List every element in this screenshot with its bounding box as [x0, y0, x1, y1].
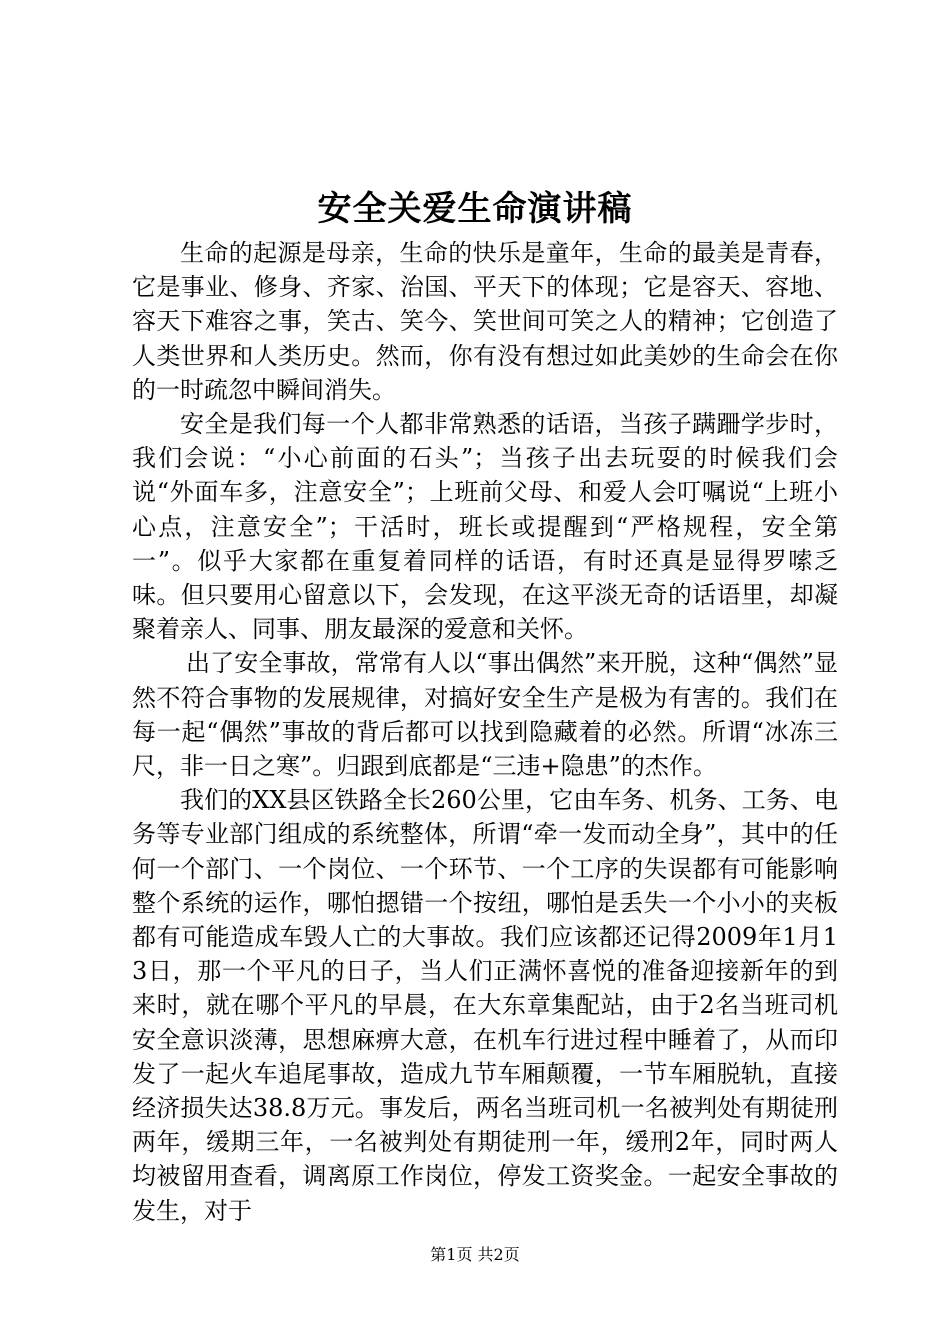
document-body: [132, 236, 838, 1228]
paragraph-4: 我们的XX县区铁路全长260公里，它由车务、机务、工务、电务等专业部门组成的系统整体，所谓“牵一发而动全身”，其中的任何一个部门、一个岗位、一个环节、一个工序的失误都有可能影响整个系统的运作，哪怕摁错一个按纽，哪怕是丢失一个小小的夹板都有可能造成车毁人亡的大事故。我们应该都还记得2009年1月13日，那一个平凡的日子，当人们正满怀喜悦的准备迎接新年的到来时，就在哪个平凡的早晨，在大东章集配站，由于2名当班司机安全意识淡薄，思想麻痹大意，在机车行进过程中睡着了，从而印发了一起火车追尾事故，造成九节车厢颠覆，一节车厢脱轨，直接经济损失达38.8万元。事发后，两名当班司机一名被判处有期徒刑两年，缓期三年，一名被判处有期徒刑一年，缓刑2年，同时两人均被留用查看，调离原工作岗位，停发工资奖金。一起安全事故的发生，对于: [132, 786, 838, 1225]
page-number-footer: 第1页 共2页: [430, 1245, 520, 1264]
paragraph-1: 生命的起源是母亲，生命的快乐是童年，生命的最美是青春，它是事业、修身、齐家、治国、平天下的体现；它是容天、容地、容天下难容之事，笑古、笑今、笑世间可笑之人的精神；它创造了人类世界和人类历史。然而，你有没有想过如此美妙的生命会在你的一时疏忽中瞬间消失。: [132, 239, 838, 404]
document-title: 安全关爱生命演讲稿: [317, 189, 633, 229]
paragraph-2: 安全是我们每一个人都非常熟悉的话语，当孩子蹒跚学步时，我们会说：“小心前面的石头”；当孩子出去玩耍的时候我们会说“外面车多，注意安全”；上班前父母、和爱人会叮嘱说“上班小心点，注意安全”；干活时，班长或提醒到“严格规程，安全第一”。似乎大家都在重复着同样的话语，有时还真是显得罗嗦乏味。但只要用心留意以下，会发现，在这平淡无奇的话语里，却凝聚着亲人、同事、朋友最深的爱意和关怀。: [132, 410, 838, 644]
paragraph-3: 出了安全事故，常常有人以“事出偶然”来开脱，这种“偶然”显然不符合事物的发展规律，对搞好安全生产是极为有害的。我们在每一起“偶然”事故的背后都可以找到隐藏着的必然。所谓“冰冻三尺，非一日之寒”。归跟到底都是“三违+隐患”的杰作。: [132, 649, 838, 781]
